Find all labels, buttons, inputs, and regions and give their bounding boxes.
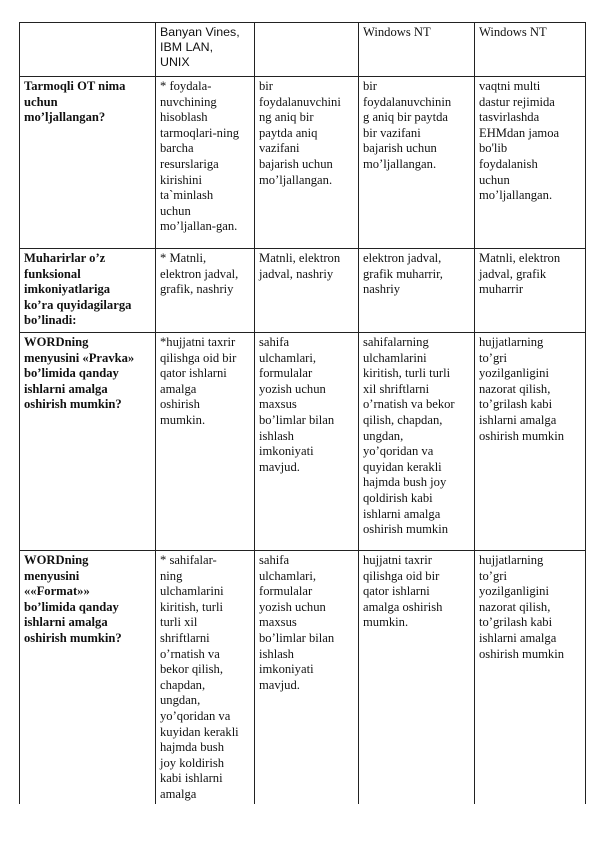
answer-cell: * foydala- nuvchining hisoblash tarmoqlari-ning barcha resurslariga kirishini ta`minlash uchun mo’ljallan-gan. [156, 77, 255, 249]
answer-cell: Matnli, elektron jadval, nashriy [255, 249, 359, 333]
table-row [20, 77, 586, 249]
question-cell: WORDning menyusini «Pravka» bo’limida qanday ishlarni amalga oshirish mumkin? [20, 333, 156, 551]
question-cell: Tarmoqli OT nima uchun mo’ljallangan? [20, 77, 156, 249]
question-cell: Muharirlar o’z funksional imkoniyatlariga ko’ra quyidagilarga bo’linadi: [20, 249, 156, 333]
answer-cell: hujjatlarning to’gri yozilganligini nazorat qilish, to’grilash kabi ishlarni amalga oshirish mumkin [475, 333, 586, 551]
header-cell-os-1: Banyan Vines, IBM LAN, UNIX [156, 23, 255, 77]
quiz-table [19, 22, 586, 804]
answer-cell: bir foydalanuvchinin g aniq bir paytda bir vazifani bajarish uchun mo’ljallangan. [359, 77, 475, 249]
header-cell-empty [20, 23, 156, 77]
header-cell-os-2 [255, 23, 359, 77]
table-row [20, 551, 586, 804]
answer-cell: sahifa ulchamlari, formulalar yozish uchun maxsus bo’limlar bilan ishlash imkoniyati mavjud. [255, 333, 359, 551]
header-cell-os-4: Windows NT [475, 23, 586, 77]
answer-cell: *hujjatni taxrir qilishga oid bir qator ishlarni amalga oshirish mumkin. [156, 333, 255, 551]
answer-cell: hujjatlarning to’gri yozilganligini nazorat qilish, to’grilash kabi ishlarni amalga oshirish mumkin [475, 551, 586, 804]
answer-cell: bir foydalanuvchini ng aniq bir paytda aniq vazifani bajarish uchun mo’ljallangan. [255, 77, 359, 249]
answer-cell: elektron jadval, grafik muharrir, nashriy [359, 249, 475, 333]
answer-cell: * sahifalar- ning ulchamlarini kiritish, turli turli xil shriftlarni o’rnatish va bekor qilish, chapdan, ungdan, yo’qoridan va kuyidan kerakli hajmda bush joy koldirish kabi ishlarni amalga [156, 551, 255, 804]
answer-cell: vaqtni multi dastur rejimida tasvirlashda EHMdan jamoa bo'lib foydalanish uchun mo’ljallangan. [475, 77, 586, 249]
table-row [20, 333, 586, 551]
answer-cell: sahifalarning ulchamlarini kiritish, turli turli xil shriftlarni o’rnatish va bekor qilish, chapdan, ungdan, yo’qoridan va quyidan kerakli hajmda bush joy qoldirish kabi ishlarni amalga oshirish mumkin [359, 333, 475, 551]
table-row [20, 249, 586, 333]
header-cell-os-3: Windows NT [359, 23, 475, 77]
answer-cell: * Matnli, elektron jadval, grafik, nashriy [156, 249, 255, 333]
answer-cell: hujjatni taxrir qilishga oid bir qator ishlarni amalga oshirish mumkin. [359, 551, 475, 804]
question-cell: WORDning menyusini ««Format»» bo’limida qanday ishlarni amalga oshirish mumkin? [20, 551, 156, 804]
answer-cell: sahifa ulchamlari, formulalar yozish uchun maxsus bo’limlar bilan ishlash imkoniyati mavjud. [255, 551, 359, 804]
answer-cell: Matnli, elektron jadval, grafik muharrir [475, 249, 586, 333]
table-header-row [20, 23, 586, 77]
